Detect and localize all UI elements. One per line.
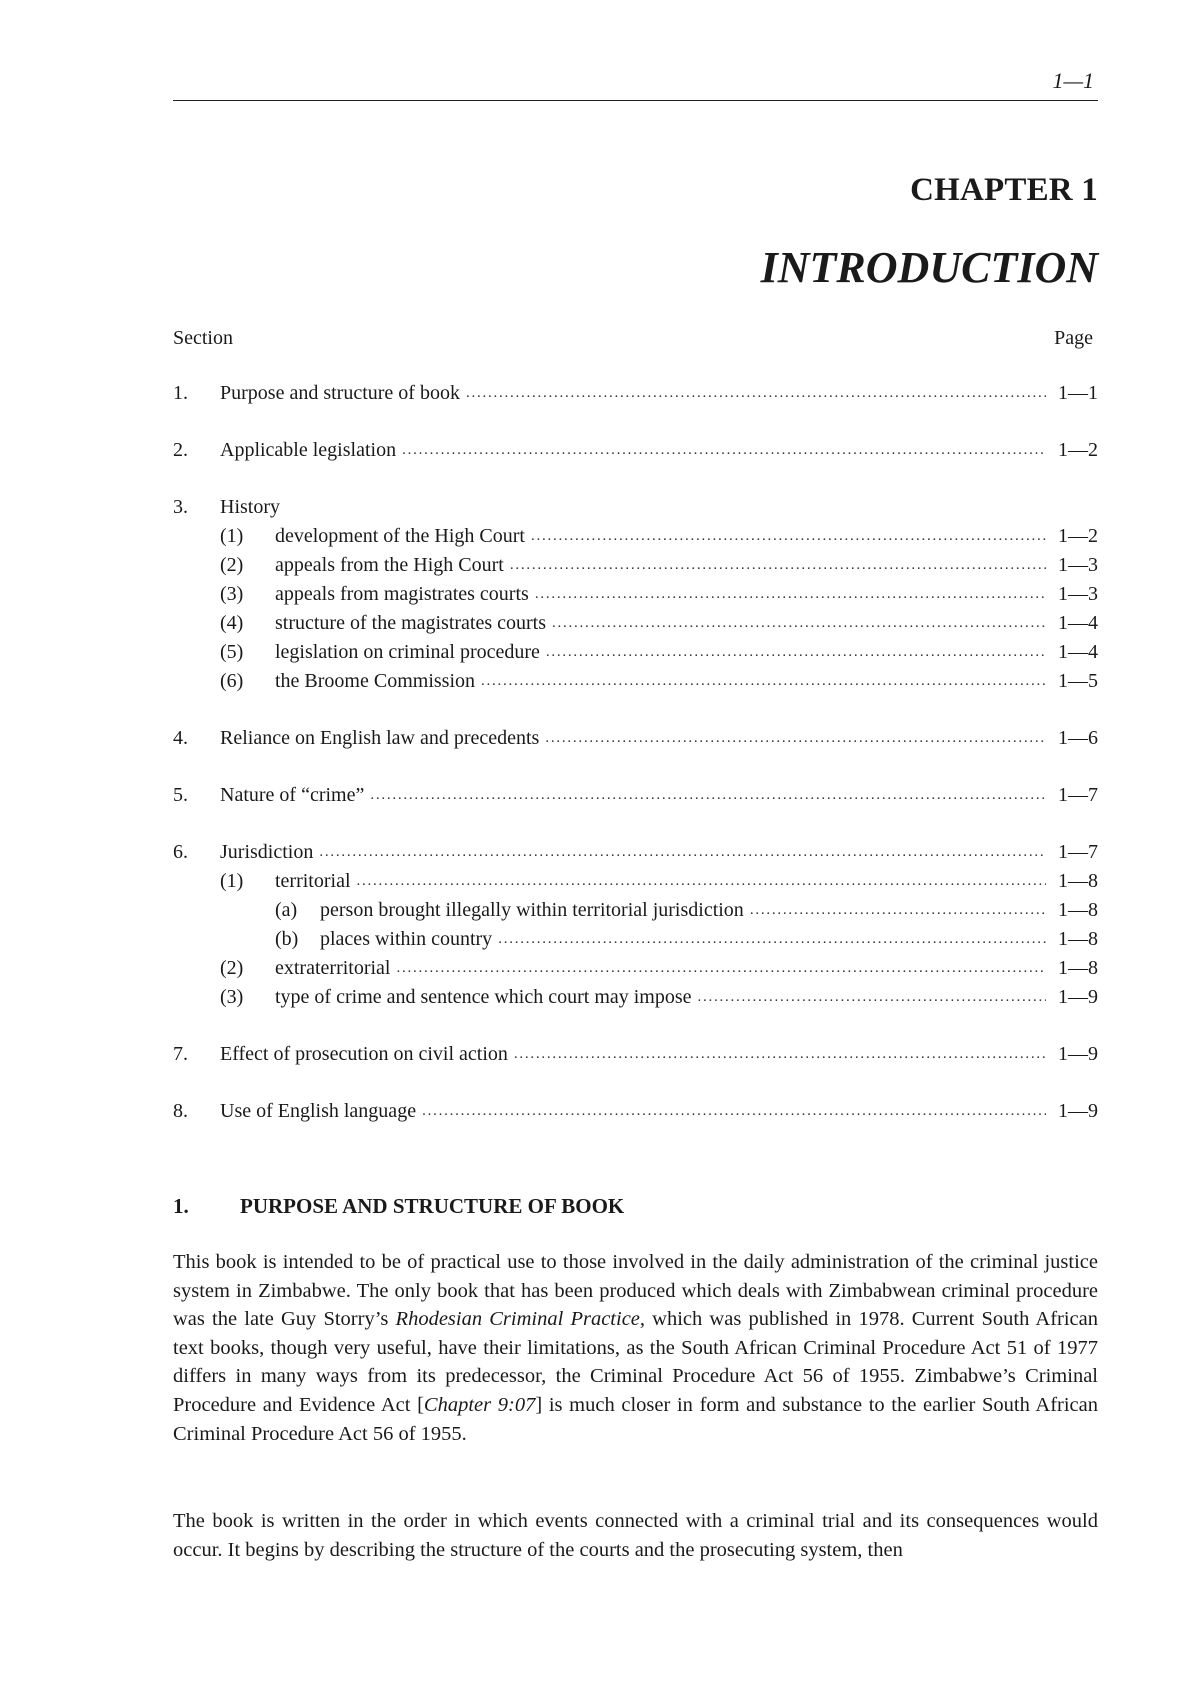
toc-entry-number: 2. <box>173 439 188 461</box>
running-head <box>173 62 1098 101</box>
toc-entry[interactable] <box>275 897 1098 923</box>
toc-entry[interactable] <box>220 552 1098 578</box>
toc-entry-title: structure of the magistrates courts <box>275 610 552 636</box>
toc-entry[interactable] <box>173 494 1098 520</box>
toc-entry-page: 1—8 <box>1046 955 1098 981</box>
toc-entry-title: appeals from the High Court <box>275 552 510 578</box>
toc-entry-page: 1—7 <box>1046 839 1098 865</box>
toc-dot-leader <box>535 581 1046 607</box>
toc-entry[interactable] <box>173 1098 1098 1124</box>
toc-dot-leader <box>481 668 1046 694</box>
chapter-reference-italic: Chapter 9:07 <box>423 1393 536 1416</box>
toc-entry-title: development of the High Court <box>275 523 531 549</box>
toc-page-label: Page <box>1054 327 1093 349</box>
toc-entry-number: (b) <box>275 928 299 950</box>
toc-entry-page: 1—9 <box>1046 984 1098 1010</box>
toc-entry[interactable] <box>173 725 1098 751</box>
toc-entry-page: 1—8 <box>1046 926 1098 952</box>
toc-entry-page: 1—9 <box>1046 1041 1098 1067</box>
toc-entry-title: Nature of “crime” <box>220 782 370 808</box>
toc-entry[interactable] <box>220 581 1098 607</box>
toc-entry-number: (3) <box>220 583 244 605</box>
paragraph-text: , which was published in 1978. Current South African text books, though very useful, have their limitations, as the South African Criminal Procedure Act 51 of 1977 differs in many ways from its predecessor, the Criminal Procedure Act 56 of 1955. Zimbabwe’s Criminal Procedure and Evidence Act [ <box>173 1308 1098 1416</box>
running-head-page-number: 1—1 <box>1052 68 1094 93</box>
chapter-title: INTRODUCTION <box>760 243 1098 292</box>
toc-dot-leader <box>514 1041 1046 1067</box>
toc-entry-number: (1) <box>220 870 244 892</box>
toc-entry[interactable] <box>220 955 1098 981</box>
toc-entry[interactable] <box>220 984 1098 1010</box>
toc-entry[interactable] <box>220 610 1098 636</box>
section-number: 1. <box>173 1194 189 1218</box>
toc-entry-title: the Broome Commission <box>275 668 481 694</box>
toc-entry-number: 1. <box>173 382 188 404</box>
toc-entry[interactable] <box>220 523 1098 549</box>
toc-dot-leader <box>498 926 1046 952</box>
toc-entry-title: territorial <box>275 868 357 894</box>
body-paragraph <box>173 1248 1098 1448</box>
toc-dot-leader <box>357 868 1046 894</box>
toc-entry-number: (1) <box>220 525 244 547</box>
toc-entry-number: 3. <box>173 496 188 518</box>
toc-dot-leader <box>422 1098 1046 1124</box>
toc-entry-title: Reliance on English law and precedents <box>220 725 545 751</box>
toc-entry-page: 1—6 <box>1046 725 1098 751</box>
toc-entry-title: places within country <box>320 926 498 952</box>
toc-dot-leader <box>546 639 1046 665</box>
toc-entry-page: 1—2 <box>1046 437 1098 463</box>
toc-entry-title: legislation on criminal procedure <box>275 639 546 665</box>
toc-entry-number: 4. <box>173 727 188 749</box>
toc-entry-page: 1—9 <box>1046 1098 1098 1124</box>
toc-entry-number: (5) <box>220 641 244 663</box>
toc-entry-title: History <box>220 494 286 520</box>
toc-entry-page: 1—2 <box>1046 523 1098 549</box>
chapter-number: CHAPTER 1 <box>910 172 1098 208</box>
toc-entry-page: 1—3 <box>1046 581 1098 607</box>
section-title: PURPOSE AND STRUCTURE OF BOOK <box>240 1194 625 1218</box>
toc-dot-leader <box>552 610 1046 636</box>
toc-entry-page: 1—1 <box>1046 380 1098 406</box>
toc-entry-title: Use of English language <box>220 1098 422 1124</box>
toc-entry-number: 8. <box>173 1100 188 1122</box>
toc-entry[interactable] <box>173 437 1098 463</box>
toc-entry[interactable] <box>220 668 1098 694</box>
toc-dot-leader <box>397 955 1047 981</box>
toc-dot-leader <box>319 839 1046 865</box>
toc-entry-number: (6) <box>220 670 244 692</box>
toc-entry-title: person brought illegally within territorial jurisdiction <box>320 897 750 923</box>
toc-entry-title: type of crime and sentence which court may impose <box>275 984 698 1010</box>
toc-entry-page: 1—8 <box>1046 897 1098 923</box>
toc-entry-title: Jurisdiction <box>220 839 319 865</box>
toc-entry-number: 5. <box>173 784 188 806</box>
body-paragraph: The book is written in the order in which events connected with a criminal trial and its consequences would occur. It begins by describing the structure of the courts and the prosecuting system, then <box>173 1510 1098 1561</box>
toc-dot-leader <box>750 897 1046 923</box>
toc-entry-page: 1—4 <box>1046 639 1098 665</box>
toc-dot-leader <box>370 782 1046 808</box>
toc-dot-leader <box>545 725 1046 751</box>
paragraph-text: This book is intended to be of practical use to those involved in the daily administration of the criminal justice system in Zimbabwe. The only book that has been produced which deals with Zimbabwean criminal procedure was the late Guy Storry’s <box>173 1251 1098 1331</box>
toc-entry-number: (2) <box>220 554 244 576</box>
toc-entry-title: Applicable legislation <box>220 437 402 463</box>
toc-entry-number: (3) <box>220 986 244 1008</box>
toc-entry-title: Effect of prosecution on civil action <box>220 1041 514 1067</box>
toc-entry[interactable] <box>220 639 1098 665</box>
toc-entry[interactable] <box>173 782 1098 808</box>
toc-entry-number: 6. <box>173 841 188 863</box>
toc-entry-number: (4) <box>220 612 244 634</box>
toc-entry-page: 1—8 <box>1046 868 1098 894</box>
toc-dot-leader <box>531 523 1046 549</box>
toc-entry-title: extraterritorial <box>275 955 397 981</box>
toc-dot-leader <box>466 380 1046 406</box>
toc-entry-number: 7. <box>173 1043 188 1065</box>
toc-entry[interactable] <box>220 868 1098 894</box>
toc-entry-number: (a) <box>275 899 298 921</box>
toc-entry-title: appeals from magistrates courts <box>275 581 535 607</box>
toc-entry-page: 1—4 <box>1046 610 1098 636</box>
toc-dot-leader <box>698 984 1046 1010</box>
toc-entry-number: (2) <box>220 957 244 979</box>
toc-section-label: Section <box>173 327 233 349</box>
toc-entry-page: 1—5 <box>1046 668 1098 694</box>
toc-entry[interactable] <box>173 380 1098 406</box>
toc-entry[interactable] <box>173 1041 1098 1067</box>
toc-entry[interactable] <box>275 926 1098 952</box>
toc-entry-page: 1—3 <box>1046 552 1098 578</box>
toc-entry-page: 1—7 <box>1046 782 1098 808</box>
toc-entry-title: Purpose and structure of book <box>220 380 466 406</box>
book-title-italic: Rhodesian Criminal Practice <box>395 1308 640 1331</box>
toc-entry[interactable] <box>173 839 1098 865</box>
toc-dot-leader <box>402 437 1046 463</box>
paragraph-text: ] is much closer in form and substance to the earlier South African Criminal Procedure Act 56 of 1955. <box>173 1393 1098 1445</box>
toc-dot-leader <box>510 552 1046 578</box>
